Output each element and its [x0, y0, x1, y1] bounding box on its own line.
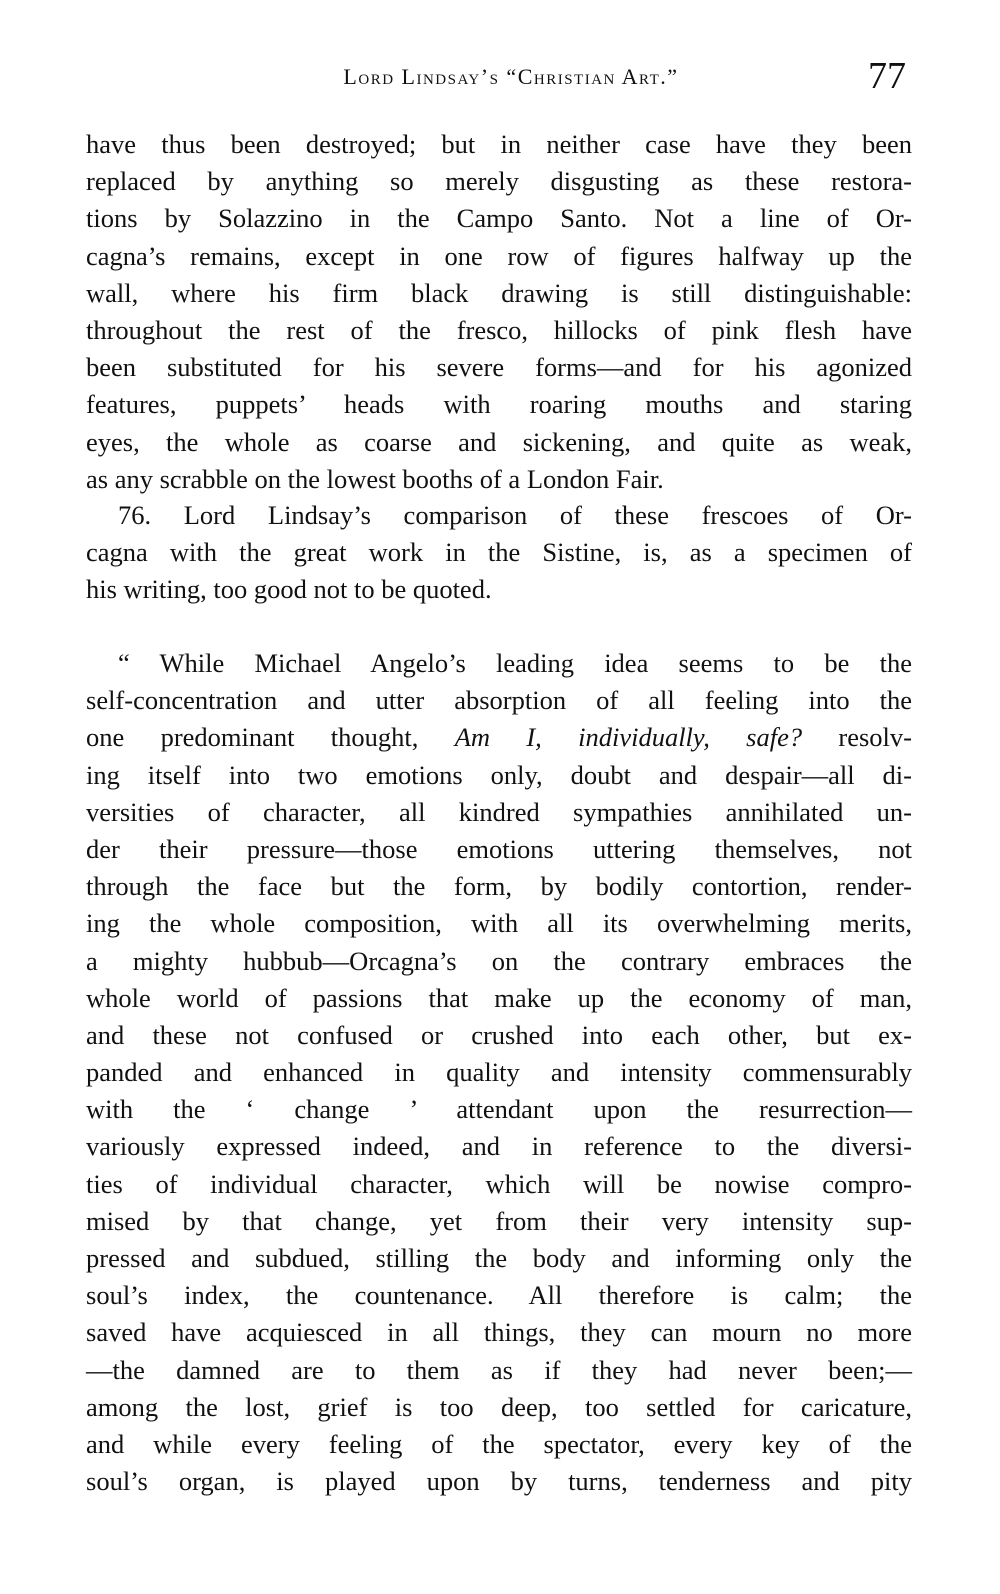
text-line: replaced by anything so merely disgusting as these restora- [86, 166, 912, 197]
text-line: have thus been destroyed; but in neither case have they been [86, 129, 912, 159]
text-line: mised by that change, yet from their very intensity sup- [86, 1205, 912, 1236]
text-line: as any scrabble on the lowest booths of a London Fair. [86, 463, 664, 494]
text-line: whole world of passions that make up the economy of man, [86, 982, 912, 1013]
text-line: soul’s organ, is played upon by turns, tenderness and pity [86, 1466, 912, 1497]
text-run: resolv- [802, 722, 912, 753]
text-line: saved have acquiesced in all things, they can mourn no more [86, 1317, 912, 1348]
text-line: “ While Michael Angelo’s leading idea seems to be the [118, 648, 912, 678]
text-line: and these not confused or crushed into each other, but ex- [86, 1019, 912, 1050]
block-quotation [86, 645, 912, 1500]
text-line: pressed and subdued, stilling the body and informing only the [86, 1243, 912, 1273]
text-line: with the ‘ change ’ attendant upon the resurrection— [86, 1094, 912, 1125]
text-line: 76. Lord Lindsay’s comparison of these frescoes of Or- [118, 500, 912, 530]
text-line: a mighty hubbub—Orcagna’s on the contrary embraces the [86, 945, 912, 976]
running-head [86, 55, 916, 102]
italic-question: Am I, individually, safe? [454, 722, 803, 753]
text-line: cagna’s remains, except in one row of figures halfway up the [86, 240, 912, 271]
text-line [86, 719, 912, 756]
text-line: wall, where his firm black drawing is still distinguishable: [86, 277, 912, 308]
text-line: ing itself into two emotions only, doubt and despair—all di- [86, 759, 912, 790]
running-title: Lord Lindsay’s “Christian Art.” [343, 64, 679, 89]
text-line: cagna with the great work in the Sistine, is, as a specimen of [86, 537, 912, 568]
paragraph-continued [86, 126, 912, 498]
text-line: among the lost, grief is too deep, too settled for caricature, [86, 1391, 912, 1422]
text-line: ing the whole composition, with all its overwhelming merits, [86, 908, 912, 939]
text-run: one predominant thought, [86, 722, 455, 753]
page-number: 77 [868, 55, 906, 97]
paragraph-76 [86, 497, 912, 609]
text-line: and while every feeling of the spectator, every key of the [86, 1428, 912, 1459]
text-line: variously expressed indeed, and in reference to the diversi- [86, 1131, 912, 1162]
text-line: tions by Solazzino in the Campo Santo. Not a line of Or- [86, 203, 912, 234]
text-line: ties of individual character, which will be nowise compro- [86, 1168, 912, 1199]
text-line: been substituted for his severe forms—and for his agonized [86, 352, 912, 383]
text-line: features, puppets’ heads with roaring mouths and staring [86, 389, 912, 420]
text-line: his writing, too good not to be quoted. [86, 574, 492, 605]
text-line: —the damned are to them as if they had never been;— [86, 1354, 912, 1385]
text-line: eyes, the whole as coarse and sickening, and quite as weak, [86, 426, 912, 457]
text-line: self-concentration and utter absorption of all feeling into the [86, 685, 912, 716]
text-line: soul’s index, the countenance. All therefore is calm; the [86, 1280, 912, 1311]
text-line: through the face but the form, by bodily contortion, render- [86, 871, 912, 902]
text-line: throughout the rest of the fresco, hillocks of pink flesh have [86, 314, 912, 345]
text-line: panded and enhanced in quality and intensity commensurably [86, 1057, 912, 1088]
text-line: versities of character, all kindred sympathies annihilated un- [86, 796, 912, 827]
text-line: der their pressure—those emotions uttering themselves, not [86, 833, 912, 864]
